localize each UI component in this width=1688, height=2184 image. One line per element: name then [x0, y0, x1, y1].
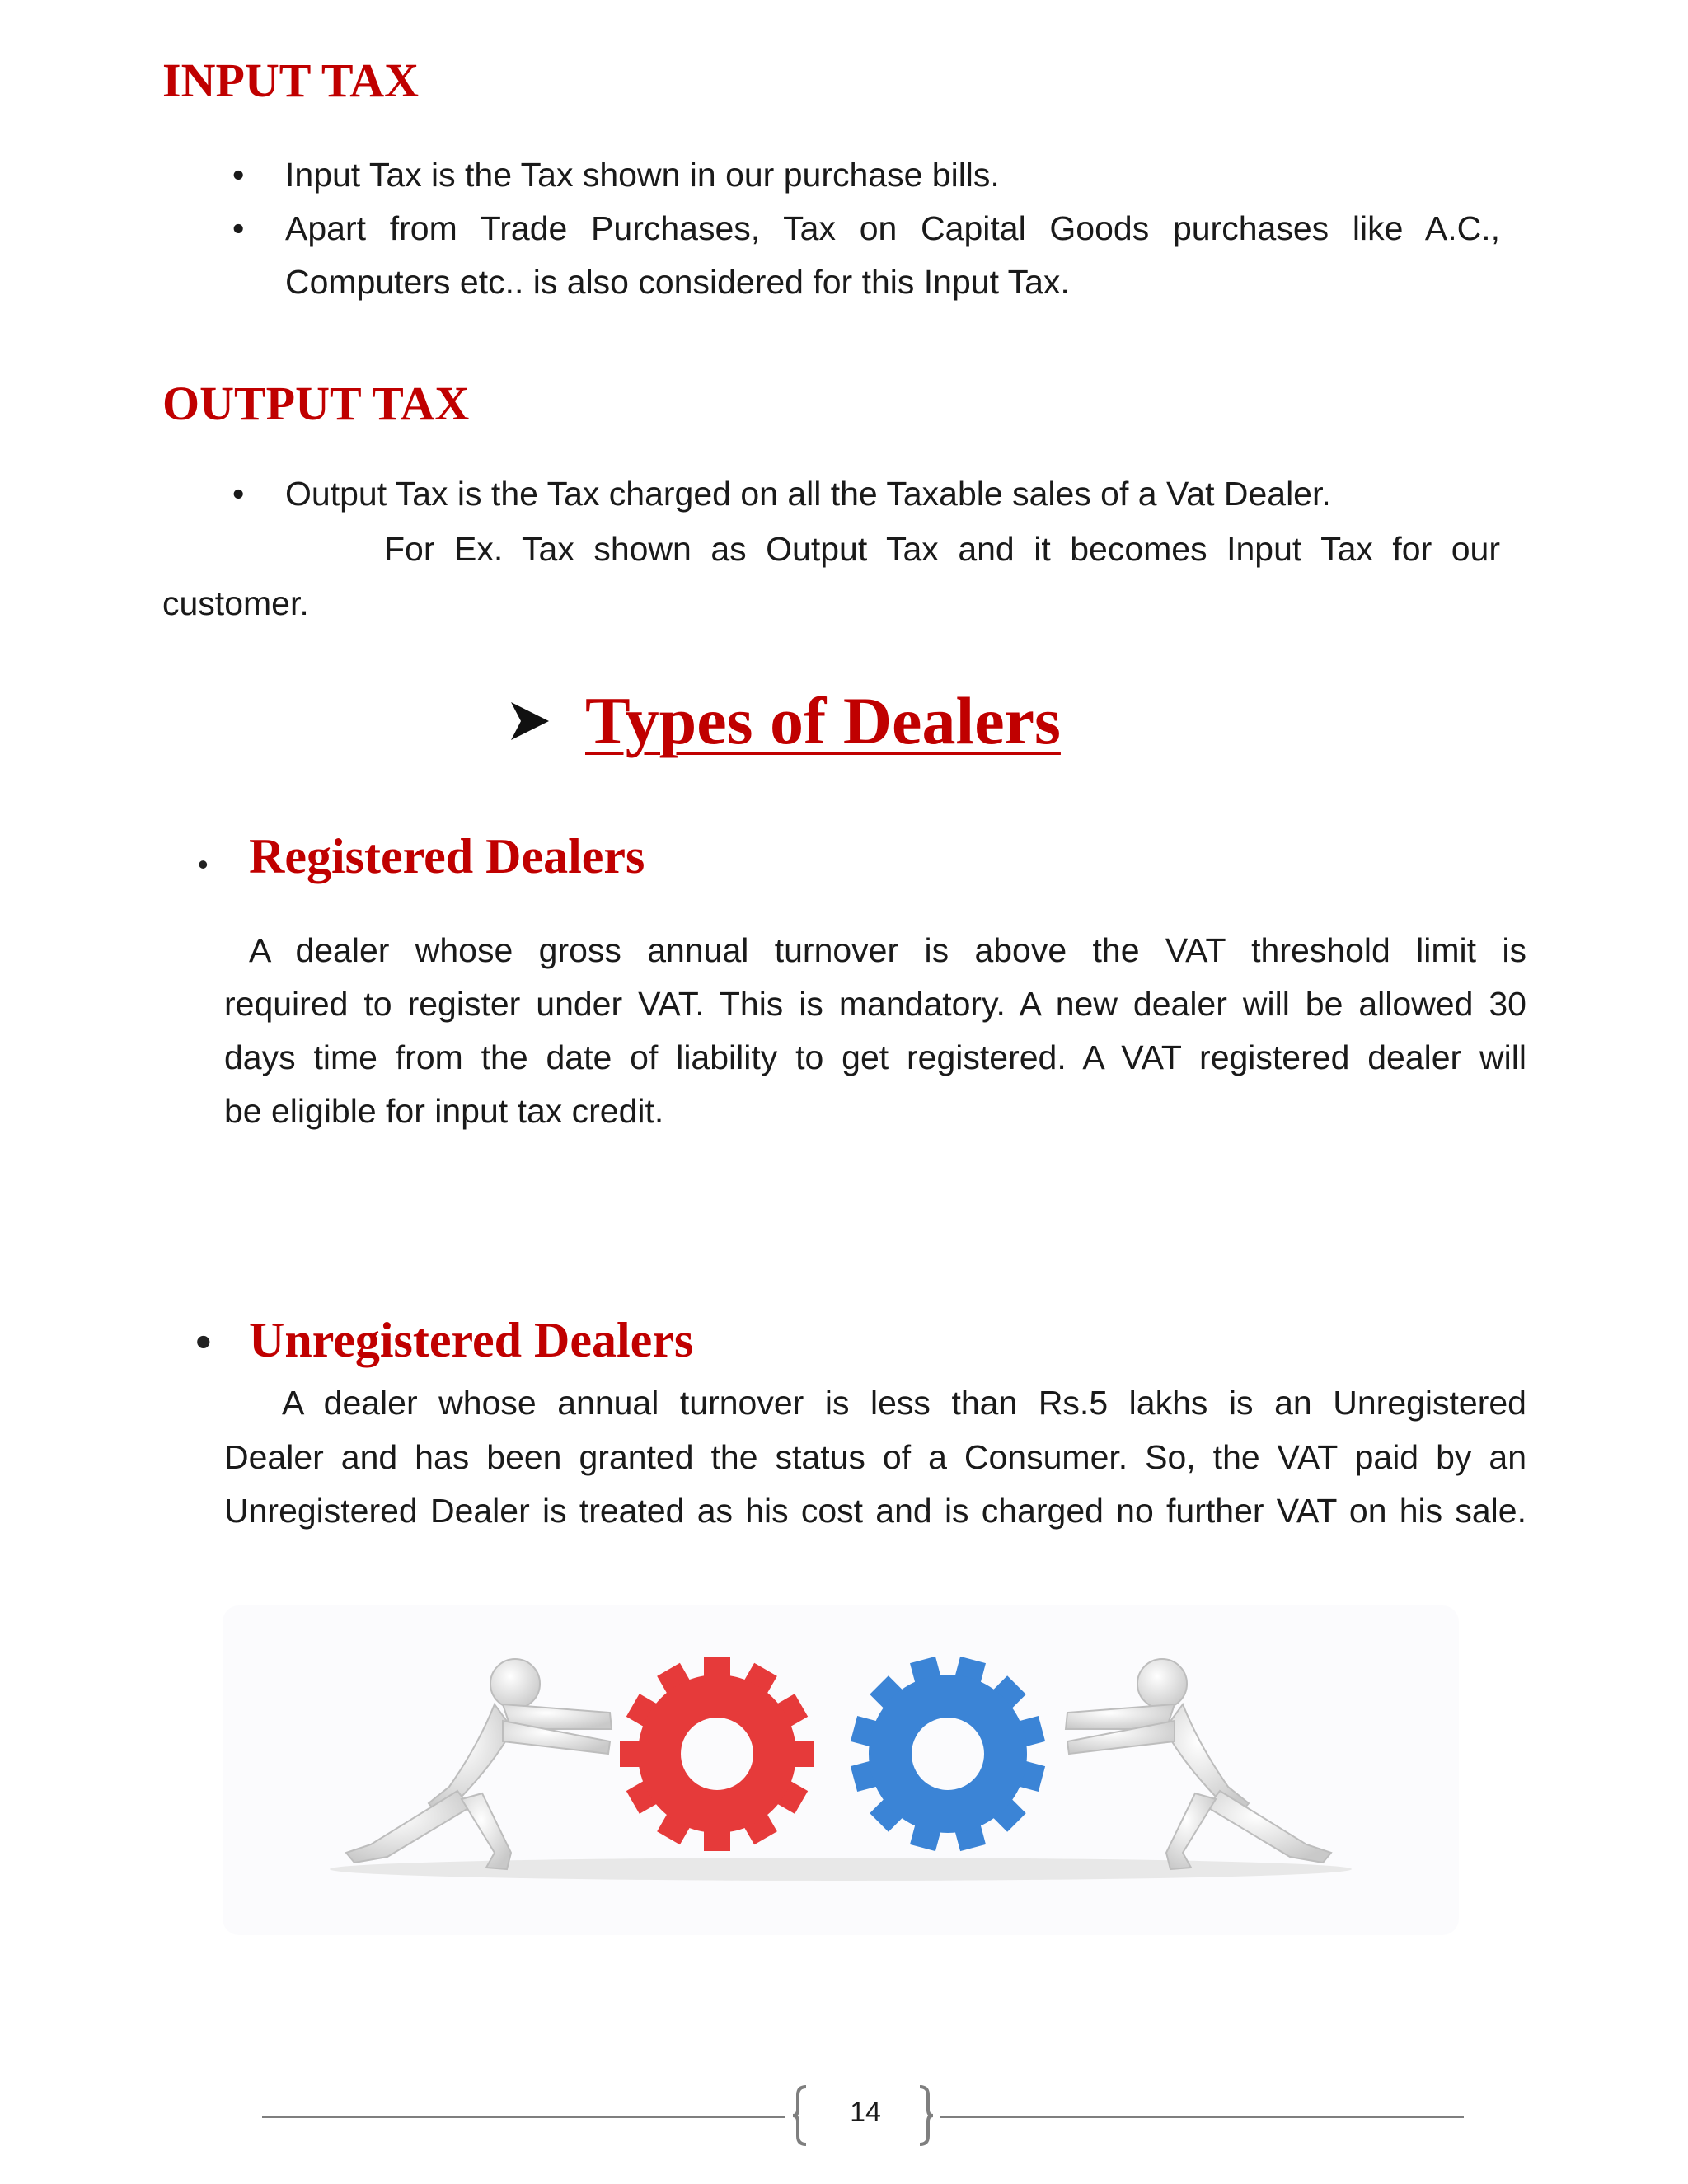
- output-tax-example-line-1: For Ex. Tax shown as Output Tax and it becomes Input Tax for our: [384, 530, 1500, 568]
- arrow-bullet-icon: [508, 699, 552, 743]
- footer-rule-left: [262, 2116, 785, 2118]
- input-tax-bullet-2-line-1: Apart from Trade Purchases, Tax on Capital Goods purchases like A.C.,: [285, 209, 1500, 247]
- footer-rule-right: [940, 2116, 1464, 2118]
- left-bracket-icon: [791, 2085, 809, 2146]
- unregistered-dealers-heading: Unregistered Dealers: [249, 1313, 694, 1367]
- registered-dealers-line-1: A dealer whose gross annual turnover is above the VAT threshold limit is: [249, 931, 1526, 969]
- unregistered-dealers-line-3: Unregistered Dealer is treated as his cost and is charged no further VAT on his sale.: [224, 1492, 1526, 1530]
- input-tax-bullet-2-line-2: Computers etc.. is also considered for this Input Tax.: [285, 263, 1070, 301]
- bullet-icon: •: [198, 847, 209, 881]
- output-tax-heading: OUTPUT TAX: [162, 377, 470, 430]
- bullet-icon: •: [232, 475, 245, 513]
- registered-dealers-line-2: required to register under VAT. This is mandatory. A new dealer will be allowed 30: [224, 985, 1526, 1023]
- registered-dealers-heading: Registered Dealers: [249, 829, 645, 883]
- input-tax-bullet-1: Input Tax is the Tax shown in our purchase bills.: [285, 156, 1000, 194]
- output-tax-example-line-2: customer.: [162, 584, 309, 622]
- output-tax-bullet-1: Output Tax is the Tax charged on all the Taxable sales of a Vat Dealer.: [285, 475, 1331, 513]
- bullet-icon: •: [195, 1315, 212, 1367]
- unregistered-dealers-line-2: Dealer and has been granted the status of a Consumer. So, the VAT paid by an: [224, 1438, 1526, 1476]
- types-of-dealers-title-row: [508, 676, 1061, 766]
- bullet-icon: •: [232, 209, 245, 247]
- registered-dealers-line-3: days time from the date of liability to get registered. A VAT registered dealer will: [224, 1038, 1526, 1076]
- unregistered-dealers-line-1: A dealer whose annual turnover is less than Rs.5 lakhs is an Unregistered: [282, 1384, 1526, 1422]
- types-of-dealers-title: Types of Dealers: [585, 683, 1061, 758]
- right-bracket-icon: [917, 2085, 935, 2146]
- gears-teamwork-illustration: [223, 1605, 1459, 1935]
- bullet-icon: •: [232, 156, 245, 194]
- registered-dealers-line-4: be eligible for input tax credit.: [224, 1092, 664, 1130]
- input-tax-heading: INPUT TAX: [162, 54, 420, 107]
- page-number: 14: [850, 2097, 881, 2128]
